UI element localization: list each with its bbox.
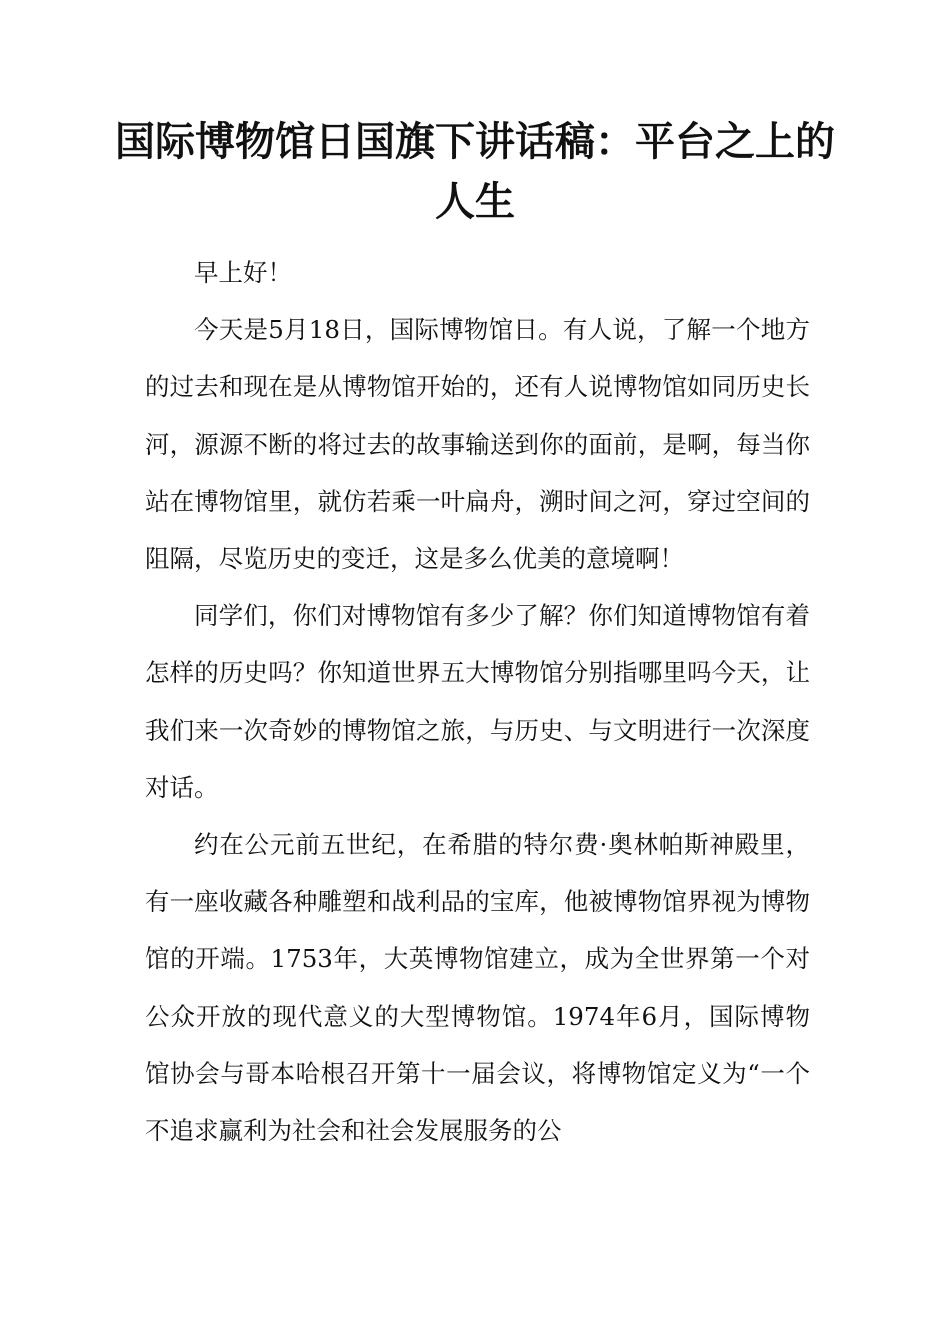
paragraph-questions: 同学们，你们对博物馆有多少了解？你们知道博物馆有着怎样的历史吗？你知道世界五大博物馆分别指哪里吗今天，让我们来一次奇妙的博物馆之旅，与历史、与文明进行一次深度对话。	[145, 601, 810, 802]
document-title: 国际博物馆日国旗下讲话稿：平台之上的人生	[115, 118, 835, 225]
paragraph-history: 约在公元前五世纪，在希腊的特尔费·奥林帕斯神殿里，有一座收藏各种雕塑和战利品的宝库，他被博物馆界视为博物馆的开端。1753年，大英博物馆建立，成为全世界第一个对公众开放的现代意义的大型博物馆。1974年6月，国际博物馆协会与哥本哈根召开第十一届会议，将博物馆定义为“一个不追求赢利为社会和社会发展服务的公	[145, 830, 810, 1146]
paragraph-museum-day: 今天是5月18日，国际博物馆日。有人说，了解一个地方的过去和现在是从博物馆开始的，还有人说博物馆如同历史长河，源源不断的将过去的故事输送到你的面前，是啊，每当你站在博物馆里，就仿若乘一叶扁舟，溯时间之河，穿过空间的阻隔，尽览历史的变迁，这是多么优美的意境啊！	[145, 315, 810, 574]
paragraph-greeting: 早上好！	[194, 258, 292, 287]
document-body	[145, 244, 810, 1159]
